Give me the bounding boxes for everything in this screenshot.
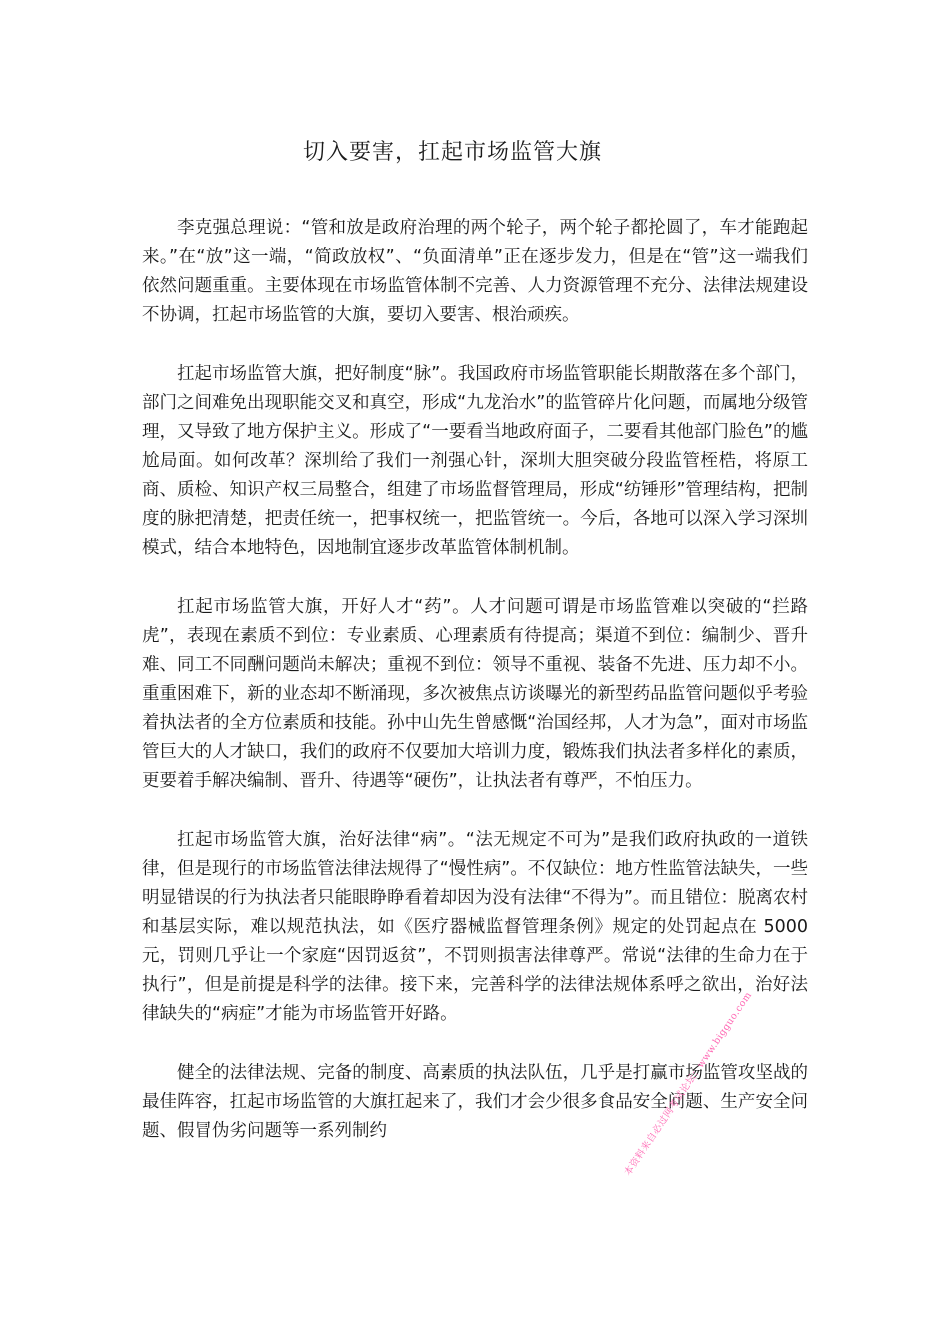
paragraph-intro: 李克强总理说：“管和放是政府治理的两个轮子，两个轮子都抡圆了，车才能跑起来。”在“放”这一端，“简政放权”、“负面清单”正在逐步发力，但是在“管”这一端我们依然问题重重。主要体现在市场监管体制不完善、人力资源管理不充分、法律法规建设不协调，扛起市场监管的大旗，要切入要害、根治顽疾。 [142,218,808,325]
paragraph-talent: 扛起市场监管大旗，开好人才“药”。人才问题可谓是市场监管难以突破的“拦路虎”，表现在素质不到位：专业素质、心理素质有待提高；渠道不到位：编制少、晋升难、同工不同酬问题尚未解决；重视不到位：领导不重视、装备不先进、压力却不小。重重困难下，新的业态却不断涌现，多次被焦点访谈曝光的新型药品监管问题似乎考验着执法者的全方位素质和技能。孙中山先生曾感慨“治国经邦，人才为急”，面对市场监管巨大的人才缺口，我们的政府不仅要加大培训力度，锻炼我们执法者多样化的素质，更要着手解决编制、晋升、待遇等“硬伤”，让执法者有尊严，不怕压力。 [142,597,808,791]
watermark-text: 本资料来自必过网考试论坛：www.bigguo.com [622,989,755,1178]
article-body [142,214,808,1176]
paragraph-law: 扛起市场监管大旗，治好法律“病”。“法无规定不可为”是我们政府执政的一道铁律，但是现行的市场监管法律法规得了“慢性病”。不仅缺位：地方性监管法缺失，一些明显错误的行为执法者只能眼睁睁看着却因为没有法律“不得为”。而且错位：脱离农村和基层实际，难以规范执法，如《医疗器械监督管理条例》规定的处罚起点在 5000 元，罚则几乎让一个家庭“因罚返贫”，不罚则损害法律尊严。常说“法律的生命力在于执行”，但是前提是科学的法律。接下来，完善科学的法律法规体系呼之欲出，治好法律缺失的“病症”才能为市场监管开好路。 [142,830,808,1024]
page-title: 切入要害，扛起市场监管大旗 [302,140,602,165]
paragraph-system: 扛起市场监管大旗，把好制度“脉”。我国政府市场监管职能长期散落在多个部门，部门之间难免出现职能交叉和真空，形成“九龙治水”的监管碎片化问题，而属地分级管理，又导致了地方保护主义。形成了“一要看当地政府面子，二要看其他部门脸色”的尴尬局面。如何改革？深圳给了我们一剂强心针，深圳大胆突破分段监管桎梏，将原工商、质检、知识产权三局整合，组建了市场监督管理局，形成“纺锤形”管理结构，把制度的脉把清楚，把责任统一，把事权统一，把监管统一。今后，各地可以深入学习深圳模式，结合本地特色，因地制宜逐步改革监管体制机制。 [142,364,808,558]
paragraph-conclusion: 健全的法律法规、完备的制度、高素质的执法队伍，几乎是打赢市场监管攻坚战的最佳阵容，扛起市场监管的大旗扛起来了，我们才会少很多食品安全问题、生产安全问题、假冒伪劣问题等一系列制约 [142,1063,808,1141]
